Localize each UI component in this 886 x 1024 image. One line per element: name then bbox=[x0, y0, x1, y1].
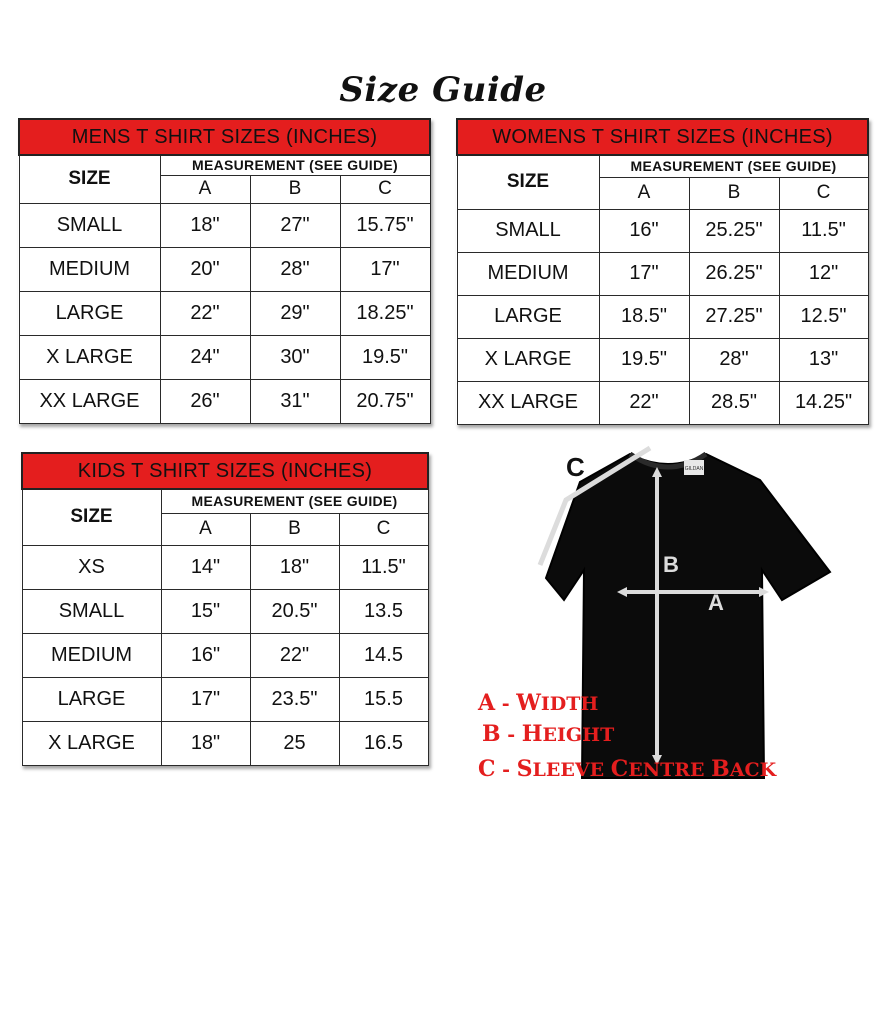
size-cell: MEDIUM bbox=[457, 252, 599, 295]
measure-c-cell: 18.25" bbox=[340, 291, 430, 335]
measure-a-cell: 16" bbox=[161, 633, 250, 677]
column-a-header: A bbox=[599, 177, 689, 209]
size-cell: SMALL bbox=[22, 589, 161, 633]
measure-b-cell: 22" bbox=[250, 633, 339, 677]
size-cell: LARGE bbox=[457, 295, 599, 338]
table-row bbox=[457, 295, 868, 338]
measure-c-cell: 11.5" bbox=[779, 209, 868, 252]
size-column-header: SIZE bbox=[19, 155, 160, 203]
measure-a-cell: 16" bbox=[599, 209, 689, 252]
measure-a-cell: 14" bbox=[161, 545, 250, 589]
measure-c-cell: 19.5" bbox=[340, 335, 430, 379]
column-c-header: C bbox=[340, 175, 430, 203]
table-row bbox=[457, 252, 868, 295]
size-cell: MEDIUM bbox=[22, 633, 161, 677]
measure-b-cell: 25.25" bbox=[689, 209, 779, 252]
measure-b-cell: 28" bbox=[250, 247, 340, 291]
mens-size-table bbox=[18, 118, 431, 424]
measure-b-cell: 30" bbox=[250, 335, 340, 379]
table-heading: MENS T SHIRT SIZES (INCHES) bbox=[19, 119, 430, 155]
measure-c-cell: 16.5 bbox=[339, 721, 428, 765]
size-column-header: SIZE bbox=[22, 489, 161, 545]
label-c: C bbox=[566, 452, 585, 482]
shirt-tag-text: GILDAN bbox=[684, 466, 704, 472]
measure-b-cell: 27.25" bbox=[689, 295, 779, 338]
measure-a-cell: 26" bbox=[160, 379, 250, 423]
column-b-header: B bbox=[250, 513, 339, 545]
table-row bbox=[19, 379, 430, 423]
measure-b-cell: 28.5" bbox=[689, 381, 779, 424]
size-cell: LARGE bbox=[22, 677, 161, 721]
measure-c-cell: 20.75" bbox=[340, 379, 430, 423]
measure-c-cell: 14.5 bbox=[339, 633, 428, 677]
column-c-header: C bbox=[339, 513, 428, 545]
measure-a-cell: 22" bbox=[599, 381, 689, 424]
measure-b-cell: 23.5" bbox=[250, 677, 339, 721]
size-cell: SMALL bbox=[457, 209, 599, 252]
measurement-header: MEASUREMENT (SEE GUIDE) bbox=[599, 155, 868, 177]
legend-width: A - WIDTH bbox=[478, 690, 599, 716]
size-cell: XS bbox=[22, 545, 161, 589]
measure-c-cell: 14.25" bbox=[779, 381, 868, 424]
measure-c-cell: 12.5" bbox=[779, 295, 868, 338]
table-row bbox=[22, 633, 428, 677]
measure-a-cell: 15" bbox=[161, 589, 250, 633]
measurement-header: MEASUREMENT (SEE GUIDE) bbox=[160, 155, 430, 175]
table-row bbox=[19, 291, 430, 335]
size-cell: XX LARGE bbox=[19, 379, 160, 423]
table-row bbox=[22, 677, 428, 721]
measure-b-cell: 27" bbox=[250, 203, 340, 247]
measure-b-cell: 18" bbox=[250, 545, 339, 589]
measure-b-cell: 25 bbox=[250, 721, 339, 765]
size-cell: X LARGE bbox=[457, 338, 599, 381]
table-heading: WOMENS T SHIRT SIZES (INCHES) bbox=[457, 119, 868, 155]
size-cell: X LARGE bbox=[19, 335, 160, 379]
measure-c-cell: 17" bbox=[340, 247, 430, 291]
measurement-header: MEASUREMENT (SEE GUIDE) bbox=[161, 489, 428, 513]
measure-c-cell: 15.75" bbox=[340, 203, 430, 247]
table-heading: KIDS T SHIRT SIZES (INCHES) bbox=[22, 453, 428, 489]
page-title: Size Guide bbox=[339, 70, 547, 110]
column-b-header: B bbox=[689, 177, 779, 209]
size-cell: LARGE bbox=[19, 291, 160, 335]
size-cell: SMALL bbox=[19, 203, 160, 247]
table-row bbox=[19, 247, 430, 291]
measure-c-cell: 15.5 bbox=[339, 677, 428, 721]
table-row bbox=[457, 209, 868, 252]
size-cell: XX LARGE bbox=[457, 381, 599, 424]
measure-c-cell: 13.5 bbox=[339, 589, 428, 633]
measure-a-cell: 17" bbox=[599, 252, 689, 295]
table-row bbox=[19, 203, 430, 247]
label-b: B bbox=[663, 552, 679, 577]
legend-height: B - HEIGHT bbox=[482, 721, 615, 747]
measure-a-cell: 22" bbox=[160, 291, 250, 335]
table-row bbox=[22, 545, 428, 589]
measure-c-cell: 13" bbox=[779, 338, 868, 381]
column-a-header: A bbox=[160, 175, 250, 203]
table-row bbox=[22, 589, 428, 633]
measure-a-cell: 18" bbox=[160, 203, 250, 247]
legend-sleeve-centre-back: C - SLEEVE CENTRE BACK bbox=[478, 756, 777, 782]
measure-a-cell: 20" bbox=[160, 247, 250, 291]
table-row bbox=[457, 338, 868, 381]
column-b-header: B bbox=[250, 175, 340, 203]
label-a: A bbox=[708, 590, 724, 615]
measure-b-cell: 28" bbox=[689, 338, 779, 381]
table-row bbox=[19, 335, 430, 379]
column-c-header: C bbox=[779, 177, 868, 209]
womens-size-table bbox=[456, 118, 869, 425]
measure-a-cell: 17" bbox=[161, 677, 250, 721]
size-cell: MEDIUM bbox=[19, 247, 160, 291]
measure-a-cell: 18" bbox=[161, 721, 250, 765]
column-a-header: A bbox=[161, 513, 250, 545]
measure-b-cell: 20.5" bbox=[250, 589, 339, 633]
measure-b-cell: 26.25" bbox=[689, 252, 779, 295]
size-cell: X LARGE bbox=[22, 721, 161, 765]
measure-b-cell: 29" bbox=[250, 291, 340, 335]
measure-a-cell: 24" bbox=[160, 335, 250, 379]
measure-c-cell: 12" bbox=[779, 252, 868, 295]
measure-c-cell: 11.5" bbox=[339, 545, 428, 589]
kids-size-table bbox=[21, 452, 429, 766]
table-row bbox=[22, 721, 428, 765]
measure-a-cell: 18.5" bbox=[599, 295, 689, 338]
measure-b-cell: 31" bbox=[250, 379, 340, 423]
table-row bbox=[457, 381, 868, 424]
measure-a-cell: 19.5" bbox=[599, 338, 689, 381]
size-column-header: SIZE bbox=[457, 155, 599, 209]
